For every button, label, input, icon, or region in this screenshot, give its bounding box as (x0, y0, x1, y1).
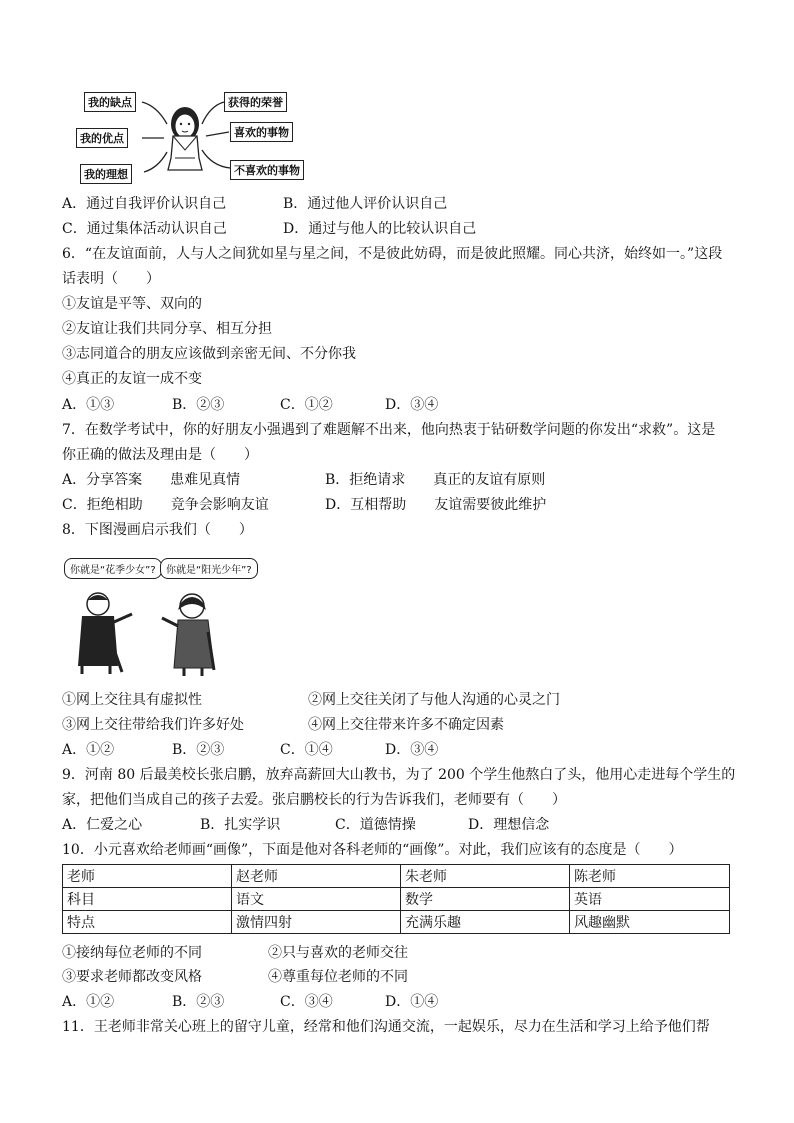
table-cell: 激情四射 (232, 911, 401, 934)
q6-item-1: ①友谊是平等、双向的 (62, 296, 202, 312)
table-cell: 赵老师 (232, 865, 401, 888)
q8-item-3: ③网上交往带给我们许多好处 (62, 717, 244, 733)
q10-option-c: C．③④ (280, 994, 333, 1010)
q10-option-a: A．①② (62, 994, 115, 1010)
table-cell: 语文 (232, 888, 401, 911)
teacher-portrait-table (62, 864, 730, 934)
label-likes: 喜欢的事物 (230, 122, 293, 142)
table-cell: 老师 (63, 865, 232, 888)
table-cell: 风趣幽默 (570, 911, 730, 934)
table-cell: 特点 (63, 911, 232, 934)
q6-option-b: B．②③ (172, 397, 225, 413)
table-cell: 科目 (63, 888, 232, 911)
self-portrait-figure (72, 88, 312, 188)
q6-option-a: A．①③ (62, 397, 115, 413)
q9-stem-line1: 9．河南 80 后最美校长张启鹏，放弃高薪回大山教书，为了 200 个学生他熬白了头，他用心走进每个学生的 (62, 767, 736, 783)
table-cell: 朱老师 (401, 865, 570, 888)
table-row (63, 888, 730, 911)
q9-option-a: A．仁爱之心 (62, 817, 143, 833)
q6-stem-line1: 6．“在友谊面前，人与人之间犹如星与星之间，不是彼此妨碍，而是彼此照耀。同心共济，始终如一。”这段 (62, 246, 723, 262)
q10-option-b: B．②③ (172, 994, 225, 1010)
q6-stem-line2: 话表明（ ） (62, 271, 160, 287)
q8-stem: 8．下图漫画启示我们（ ） (62, 522, 253, 538)
label-dislikes: 不喜欢的事物 (230, 160, 304, 180)
q8-option-b: B．②③ (172, 742, 225, 758)
q8-option-d: D．③④ (385, 742, 439, 758)
speech-bubble-left: 你就是“花季少女”? (64, 558, 162, 579)
q5-option-d: D．通过与他人的比较认识自己 (283, 221, 477, 237)
q10-stem: 10．小元喜欢给老师画“画像”，下面是他对各科老师的“画像”。对此，我们应该有的态度是（ ） (62, 842, 683, 858)
q6-item-3: ③志同道合的朋友应该做到亲密无间、不分你我 (62, 346, 356, 362)
q7-option-d: D．互相帮助 友谊需要彼此维护 (325, 497, 547, 513)
q5-option-b: B．通过他人评价认识自己 (283, 196, 448, 212)
q9-option-c: C．道德情操 (335, 817, 416, 833)
label-my-ideals: 我的理想 (80, 164, 132, 184)
q8-item-2: ②网上交往关闭了与他人沟通的心灵之门 (308, 692, 560, 708)
q10-item-4: ④尊重每位老师的不同 (268, 969, 408, 985)
q9-stem-line2: 家，把他们当成自己的孩子去爱。张启鹏校长的行为告诉我们，老师要有（ ） (62, 792, 566, 808)
q6-option-d: D．③④ (385, 397, 439, 413)
label-my-strengths: 我的优点 (76, 128, 128, 148)
label-honors: 获得的荣誉 (224, 92, 287, 112)
q8-option-c: C．①④ (280, 742, 333, 758)
q7-option-c: C．拒绝相助 竞争会影响友谊 (62, 497, 269, 513)
q10-item-3: ③要求老师都改变风格 (62, 969, 202, 985)
q6-item-4: ④真正的友谊一成不变 (62, 371, 202, 387)
table-row (63, 865, 730, 888)
q7-stem-line1: 7．在数学考试中，你的好朋友小强遇到了难题解不出来，他向热衷于钻研数学问题的你发出“求救”。这是 (62, 422, 716, 438)
q9-option-d: D．理想信念 (468, 817, 550, 833)
q7-stem-line2: 你正确的做法及理由是（ ） (62, 447, 258, 463)
q10-item-1: ①接纳每位老师的不同 (62, 945, 202, 961)
q8-option-a: A．①② (62, 742, 115, 758)
q8-item-1: ①网上交往具有虚拟性 (62, 692, 202, 708)
speech-bubble-right: 你就是“阳光少年”? (160, 558, 258, 579)
table-cell: 数学 (401, 888, 570, 911)
q7-option-a: A．分享答案 患难见真情 (62, 472, 241, 488)
q8-item-4: ④网上交往带来许多不确定因素 (308, 717, 504, 733)
q11-stem-line1: 11．王老师非常关心班上的留守儿童，经常和他们沟通交流，一起娱乐，尽力在生活和学习上给予他们帮 (62, 1019, 710, 1035)
q6-item-2: ②友谊让我们共同分享、相互分担 (62, 321, 272, 337)
label-my-weaknesses: 我的缺点 (84, 92, 136, 112)
online-dating-cartoon (62, 552, 262, 678)
table-cell: 陈老师 (570, 865, 730, 888)
table-row (63, 911, 730, 934)
q6-option-c: C．①② (280, 397, 333, 413)
table-cell: 充满乐趣 (401, 911, 570, 934)
q9-option-b: B．扎实学识 (200, 817, 281, 833)
elderly-couple-illustration (62, 552, 262, 678)
q5-option-c: C．通过集体活动认识自己 (62, 221, 227, 237)
q5-option-a: A．通过自我评价认识自己 (62, 196, 227, 212)
q10-option-d: D．①④ (385, 994, 439, 1010)
table-cell: 英语 (570, 888, 730, 911)
q10-item-2: ②只与喜欢的老师交往 (268, 945, 408, 961)
q7-option-b: B．拒绝请求 真正的友谊有原则 (325, 472, 546, 488)
